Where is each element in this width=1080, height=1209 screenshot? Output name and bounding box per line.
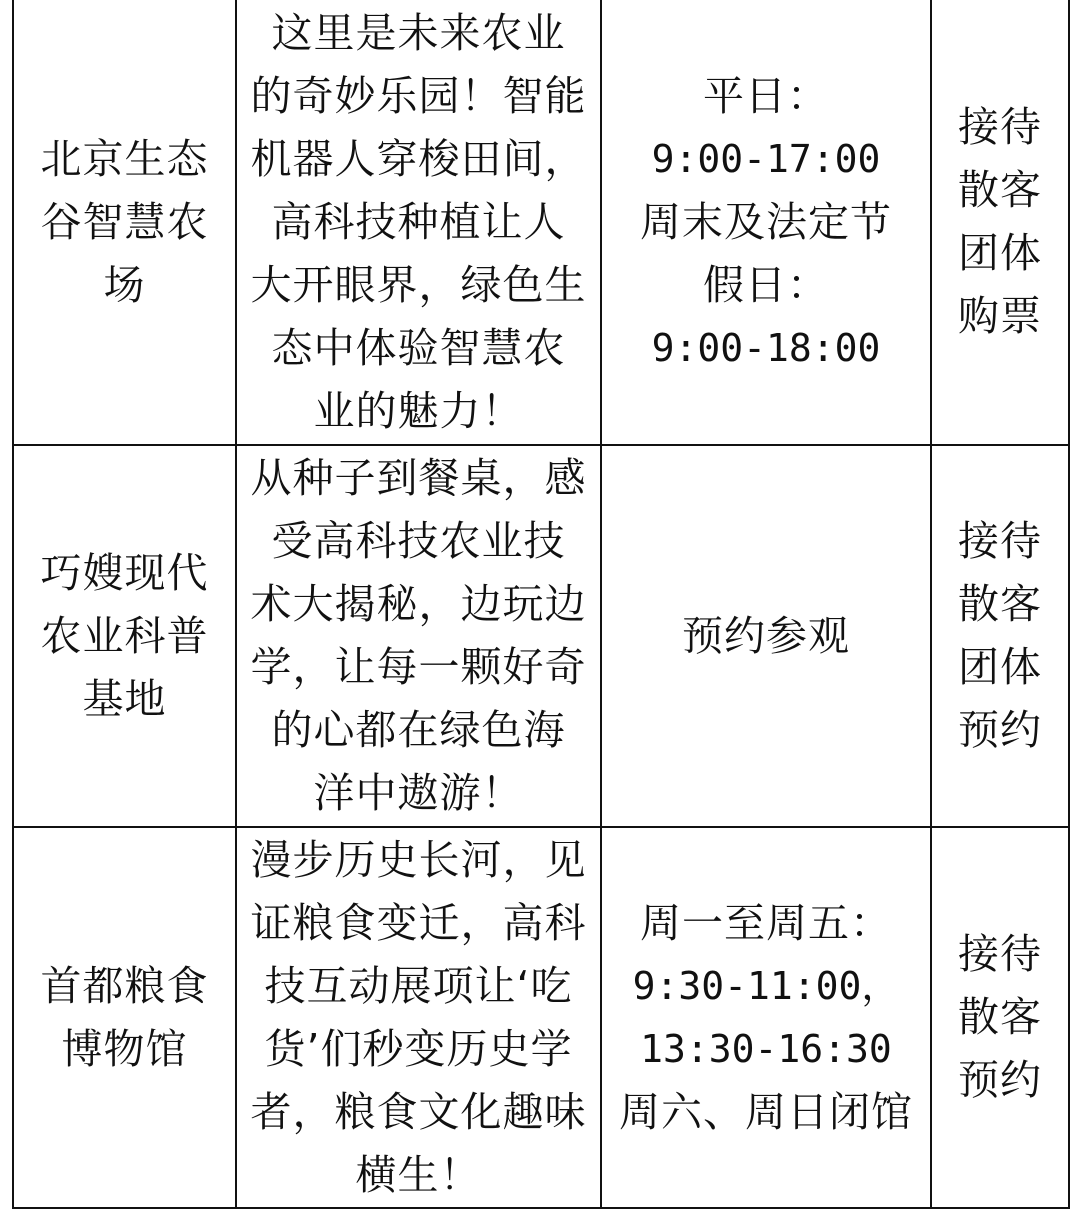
description-line: 的奇妙乐园！智能 (250, 71, 587, 120)
service-line: 接待 (958, 103, 1042, 151)
hours-line: 周末及法定节 (640, 197, 892, 246)
hours-line: 9:30-11:00， (632, 963, 900, 1008)
opening-hours-cell (601, 0, 931, 445)
description-line: 受高科技农业技 (271, 517, 566, 565)
table-row (13, 827, 1069, 1208)
service-line: 团体 (958, 229, 1042, 277)
service-line: 预约 (958, 706, 1042, 754)
opening-hours-cell (601, 827, 931, 1208)
venue-description-cell (236, 827, 601, 1208)
description-line: 术大揭秘，边玩边 (250, 580, 587, 628)
venue-name-line: 首都粮食 (40, 961, 209, 1010)
service-cell (931, 0, 1069, 445)
description-line: 货’们秒变历史学 (264, 1024, 573, 1073)
description-line: 洋中遨游！ (313, 769, 524, 817)
venue-name-line: 巧嫂现代 (40, 548, 209, 597)
venue-table (12, 0, 1070, 1209)
description-line: 漫步历史长河，见 (250, 835, 587, 884)
service-line: 散客 (958, 166, 1042, 214)
description-line: 的心都在绿色海 (271, 706, 566, 754)
venue-description-cell (236, 445, 601, 827)
hours-line: 13:30-16:30 (640, 1026, 892, 1071)
hours-line: 周六、周日闭馆 (619, 1087, 913, 1136)
service-line: 散客 (958, 580, 1042, 628)
description-line: 从种子到餐桌，感 (250, 454, 587, 502)
description-line: 机器人穿梭田间， (250, 134, 587, 183)
description-line: 者，粮食文化趣味 (250, 1087, 587, 1136)
service-line: 接待 (958, 517, 1042, 565)
table-row (13, 445, 1069, 827)
description-line: 大开眼界，绿色生 (250, 260, 587, 309)
venue-name-line: 基地 (82, 674, 167, 723)
hours-line: 9:00-18:00 (651, 325, 881, 370)
description-line: 业的魅力！ (313, 386, 524, 435)
venue-name-line: 农业科普 (40, 611, 209, 660)
venue-description-cell (236, 0, 601, 445)
service-line: 团体 (958, 643, 1042, 691)
service-cell (931, 445, 1069, 827)
venue-name-cell (13, 445, 236, 827)
description-line: 学，让每一颗好奇 (250, 643, 587, 691)
table-row (13, 0, 1069, 445)
description-line: 这里是未来农业 (271, 8, 566, 57)
description-line: 高科技种植让人 (271, 197, 566, 246)
service-line: 预约 (958, 1056, 1042, 1104)
hours-line: 假日： (703, 260, 829, 309)
opening-hours-cell (601, 445, 931, 827)
hours-line: 9:00-17:00 (651, 136, 881, 181)
venue-name-line: 北京生态 (40, 134, 209, 183)
venue-name-cell (13, 827, 236, 1208)
venue-name-line: 博物馆 (61, 1024, 188, 1073)
description-line: 横生！ (355, 1150, 482, 1199)
hours-line: 平日： (703, 71, 829, 120)
description-line: 态中体验智慧农 (271, 323, 566, 372)
hours-line: 预约参观 (682, 611, 850, 660)
hours-line: 周一至周五： (640, 898, 892, 947)
description-line: 证粮食变迁，高科 (250, 898, 587, 947)
venue-name-cell (13, 0, 236, 445)
service-cell (931, 827, 1069, 1208)
service-line: 散客 (958, 993, 1042, 1041)
venue-name-line: 场 (103, 260, 146, 309)
service-line: 购票 (958, 292, 1042, 340)
venue-name-line: 谷智慧农 (40, 197, 209, 246)
service-line: 接待 (958, 930, 1042, 978)
description-line: 技互动展项让‘吃 (264, 961, 573, 1010)
